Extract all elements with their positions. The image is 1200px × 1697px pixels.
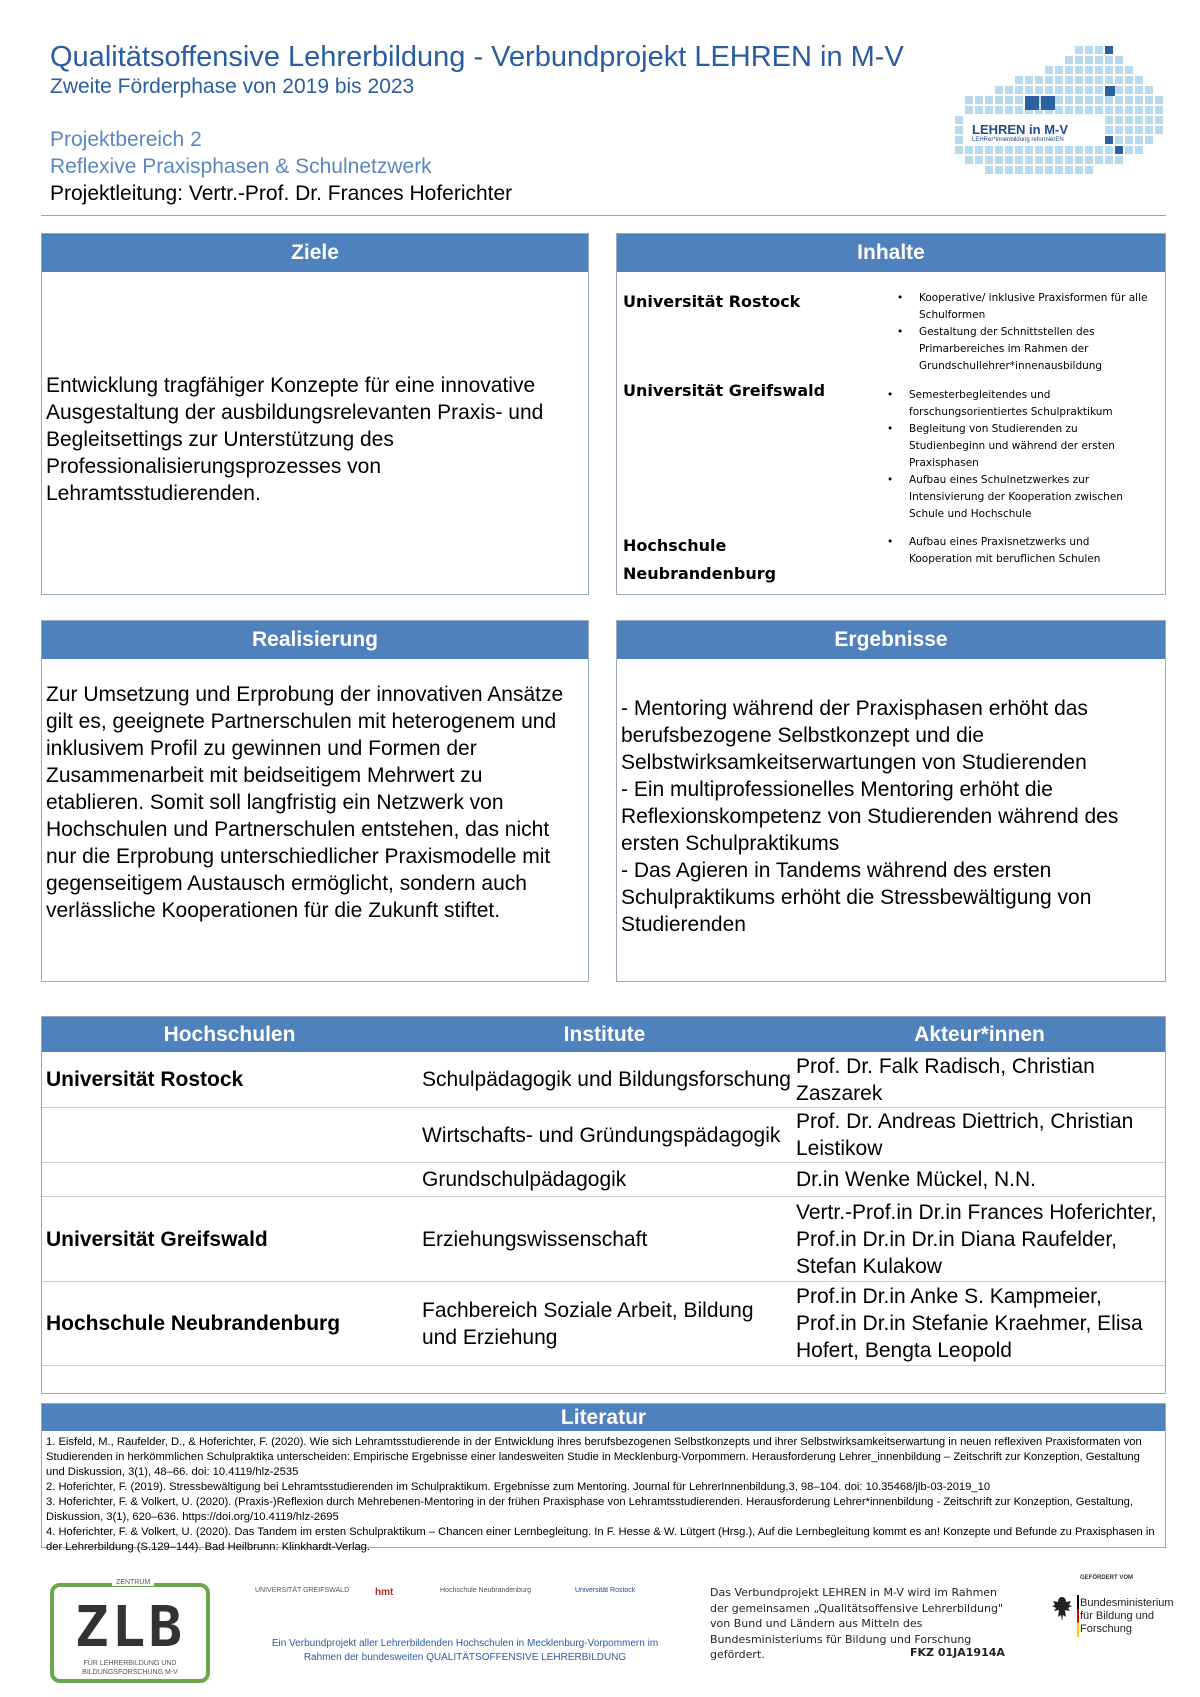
table-cell: Fachbereich Soziale Arbeit, Bildung und Erziehung xyxy=(422,1298,754,1349)
realisierung-box xyxy=(41,620,589,982)
inhalte-heading: Inhalte xyxy=(617,234,1165,272)
table-header xyxy=(42,1017,1165,1052)
ziele-text: Entwicklung tragfähiger Konzepte für eine innovative Ausgestaltung der ausbildungsrelevanten Praxis- und Begleitsettings zur Unterstützung des Professionalisierungsprozesses von Lehramtsstudierenden. xyxy=(46,374,544,505)
table-cell: Prof. Dr. Falk Radisch, Christian Zaszarek xyxy=(796,1054,1095,1105)
table-cell: Wirtschafts- und Gründungspädagogik xyxy=(422,1123,781,1147)
column-header: Akteur*innen xyxy=(914,1023,1045,1046)
table-cell: Universität Rostock xyxy=(46,1068,244,1091)
zlb-logo-main: ZLB xyxy=(74,1595,186,1660)
table-cell: Schulpädagogik und Bildungsforschung xyxy=(422,1068,791,1091)
table-cell: Dr.in Wenke Mückel, N.N. xyxy=(796,1168,1037,1191)
bmbf-text: Bundesministerium für Bildung und Forschung xyxy=(1080,1597,1174,1635)
literatur-heading: Literatur xyxy=(42,1404,1165,1431)
partner-logo-hmt: hmt xyxy=(375,1587,394,1598)
partner-logos xyxy=(255,1581,675,1621)
bmbf-logo xyxy=(1050,1575,1174,1685)
reference-item: 1. Eisfeld, M., Raufelder, D., & Hoferichter, F. (2020). Wie sich Lehramtsstudierende in der Entwicklung ihres berufsbezogenen Selbstkonzepts und ihrer Selbstwirksamkeitserwartung in neuen reflexiven Praxisformaten von Studierenden in herkömmlichen Schulpraktika unterscheiden: Empirische Ergebnisse einer landesweiten Studie in Mecklenburg-Vorpommern. Herausforderung Lehrer_innenbildung – Zeitschrift zur Konzeption, Gestaltung und Diskussion, 3(1), 48–66. doi: 10.4119/hlz-2535 xyxy=(46,1436,1142,1478)
ergebnis-item: - Ein multiprofessionelles Mentoring erhöht die Reflexionskompetenz von Studierenden während des ersten Schulpraktikums xyxy=(621,778,1119,855)
inhalte-list xyxy=(887,387,1155,523)
partner-logo-neubrandenburg: Hochschule Neubrandenburg xyxy=(440,1587,532,1594)
literatur-list xyxy=(42,1431,1165,1559)
ergebnisse-heading: Ergebnisse xyxy=(617,621,1165,659)
list-item: • Gestaltung der Schnittstellen des Primarbereiches im Rahmen der Grundschullehrer*innenausbildung xyxy=(897,324,1155,375)
realisierung-text: Zur Umsetzung und Erprobung der innovativen Ansätze gilt es, geeignete Partnerschulen mit heterogenem und inklusivem Profil zu gewinnen und Formen der Zusammenarbeit mit beidseitigem Mehrwert zu etablieren. Somit soll langfristig ein Netzwerk von Hochschulen und Partnerschulen entstehen, das nicht nur die Erprobung unterschiedlicher Praxismodelle mit gegenseitigem Austausch ermöglicht, sondern auch verlässliche Kooperationen für die Zukunft stiftet. xyxy=(46,683,564,922)
table-cell xyxy=(46,1163,416,1196)
ergebnis-item: - Mentoring während der Praxisphasen erhöht das berufsbezogene Selbstkonzept und die Selbstwirksamkeitserwartungen von Studierenden xyxy=(621,697,1088,774)
header-divider xyxy=(41,215,1166,216)
reference-item: 2. Hoferichter, F. (2019). Stressbewältigung bei Lehramtsstudierenden im Schulpraktikum. Ergebnisse zum Mentoring. Journal für LehrerInnenbildung,3, 98–104. doi: 10.35468/jlb-03-2019_10 xyxy=(46,1481,991,1493)
zlb-logo-top: ZENTRUM xyxy=(112,1579,154,1586)
list-item: • Semesterbegleitendes und forschungsorientiertes Schulpraktikum xyxy=(887,387,1155,421)
table-cell: Vertr.-Prof.in Dr.in Frances Hoferichter, Prof.in Dr.in Dr.in Diana Raufelder, Stefan Kulakow xyxy=(796,1200,1157,1278)
ziele-box xyxy=(41,233,589,595)
funding-text: Das Verbundprojekt LEHREN in M-V wird im Rahmen der gemeinsamen „Qualitätsoffensive Lehrerbildung" von Bund und Ländern aus Mitteln des Bundesministeriums für Bildung und Forschung gefördert. xyxy=(710,1586,1004,1661)
column-header: Institute xyxy=(563,1023,646,1046)
inhalte-box xyxy=(616,233,1166,595)
table-cell: Universität Greifswald xyxy=(46,1227,268,1251)
projektbereich: Projektbereich 2 xyxy=(50,128,202,151)
bmbf-gefoerdert: GEFÖRDERT VOM xyxy=(1080,1575,1134,1581)
table-row xyxy=(42,1197,1165,1282)
table-cell: Erziehungswissenschaft xyxy=(422,1227,648,1251)
lehren-mv-logo-text xyxy=(972,122,1068,143)
column-header: Hochschulen xyxy=(163,1023,296,1046)
page-subtitle: Zweite Förderphase von 2019 bis 2023 xyxy=(50,75,415,98)
projektleitung: Projektleitung: Vertr.-Prof. Dr. Frances Hoferichter xyxy=(50,182,513,205)
literatur-box xyxy=(41,1403,1166,1553)
lehren-mv-map-logo xyxy=(955,42,1167,182)
list-item: • Aufbau eines Praxisnetzwerks und Kooperation mit beruflichen Schulen xyxy=(887,534,1155,568)
table-cell: Grundschulpädagogik xyxy=(422,1168,627,1191)
table-row xyxy=(42,1282,1165,1366)
inhalte-list xyxy=(897,290,1155,375)
table-row xyxy=(42,1052,1165,1108)
list-item: • Begleitung von Studierenden zu Studienbeginn und während der ersten Praxisphasen xyxy=(887,421,1155,472)
list-item: • Kooperative/ inklusive Praxisformen für alle Schulformen xyxy=(897,290,1155,324)
footer xyxy=(40,1575,1174,1687)
partner-logo-greifswald: UNIVERSITÄT GREIFSWALD xyxy=(255,1587,350,1594)
inhalte-uni: Hochschule Neubrandenburg xyxy=(623,536,777,583)
ergebnisse-text xyxy=(621,695,1161,938)
inhalte-uni: Universität Greifswald xyxy=(623,381,826,400)
table-row xyxy=(42,1108,1165,1163)
reference-item: 4. Hoferichter, F. & Volkert, U. (2020). Das Tandem im ersten Schulpraktikum – Chancen einer Lernbegleitung. In F. Hesse & W. Lütgert (Hrsg.), Auf die Lernbegleitung kommt es an! Konzepte und Befunde zu Praxisphasen in der Lehrerbildung (S.129–144). Bad Heilbrunn: Klinkhardt-Verlag. xyxy=(46,1526,1155,1553)
verbund-text: Ein Verbundprojekt aller Lehrerbildenden Hochschulen in Mecklenburg-Vorpommern im Rahmen der bundesweiten QUALITÄTSOFFENSIVE LEHRERBILDUNG xyxy=(271,1638,659,1663)
ziele-heading: Ziele xyxy=(42,234,588,272)
table-cell xyxy=(46,1108,416,1162)
bmbf-stripe xyxy=(1077,1595,1079,1637)
logo-tagline: LEHRer*innenbildung reformierEN xyxy=(972,137,1064,143)
fkz-number: FKZ 01JA1914A xyxy=(910,1646,1005,1659)
zlb-logo-sub: FÜR LEHRERBILDUNG UND BILDUNGSFORSCHUNG M-V xyxy=(82,1660,178,1676)
akteure-table xyxy=(41,1016,1166,1394)
logo-title: LEHREN in M-V xyxy=(972,122,1069,137)
table-cell: Prof. Dr. Andreas Diettrich, Christian Leistikow xyxy=(796,1110,1134,1160)
table-cell: Hochschule Neubrandenburg xyxy=(46,1312,341,1335)
table-row xyxy=(42,1163,1165,1197)
partner-logo-rostock: Universität Rostock xyxy=(575,1587,636,1594)
ergebnisse-box xyxy=(616,620,1166,982)
inhalte-uni: Universität Rostock xyxy=(623,292,801,311)
table-cell: Prof.in Dr.in Anke S. Kampmeier, Prof.in Dr.in Stefanie Kraehmer, Elisa Hofert, Bengta Leopold xyxy=(796,1285,1143,1362)
realisierung-heading: Realisierung xyxy=(42,621,588,659)
list-item: • Aufbau eines Schulnetzwerkes zur Intensivierung der Kooperation zwischen Schule und Hochschule xyxy=(887,472,1155,523)
ergebnis-item: - Das Agieren in Tandems während des ersten Schulpraktikums erhöht die Stressbewältigung von Studierenden xyxy=(621,859,1092,936)
eagle-icon xyxy=(1050,1595,1074,1625)
inhalte-list xyxy=(887,534,1155,568)
bereich-name: Reflexive Praxisphasen & Schulnetzwerk xyxy=(50,155,432,178)
zlb-logo xyxy=(50,1579,210,1683)
page-title: Qualitätsoffensive Lehrerbildung - Verbundprojekt LEHREN in M-V xyxy=(50,41,904,73)
reference-item: 3. Hoferichter, F. & Volkert, U. (2020). (Praxis-)Reflexion durch Mehrebenen-Mentoring in der frühen Praxisphase von Lehramtsstudierenden. Herausforderung Lehrer*innenbildung - Zeitschrift zur Konzeption, Gestaltung, Diskussion, 3(1), 620–636. https://doi.org/10.4119/hlz-2695 xyxy=(46,1496,1133,1523)
